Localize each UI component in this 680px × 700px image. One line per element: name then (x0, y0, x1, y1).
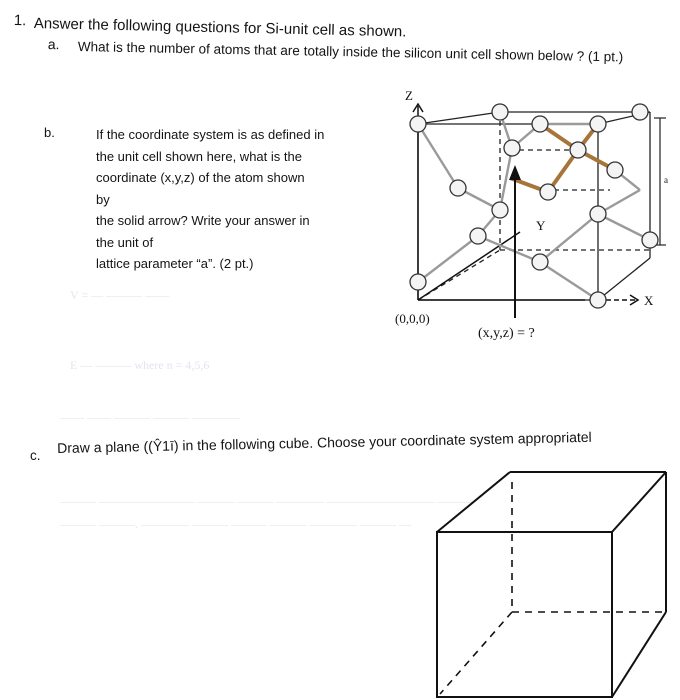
bleed-through-text: ——— ———————— ——— ——— ———— ————————— ——— (60, 494, 474, 508)
bleed-through-text: E — ——— where n = 4,5,6 (70, 358, 210, 372)
z-axis-label: Z (405, 88, 413, 103)
x-axis-label: X (644, 293, 654, 308)
part-b-line: coordinate (x,y,z) of the atom shown (96, 170, 305, 185)
part-a-text: What is the number of atoms that are totally inside the silicon unit cell shown below ? (1 pt.) (77, 38, 624, 65)
question-title: Answer the following questions for Si-unit cell as shown. (33, 15, 407, 41)
y-axis-label: Y (536, 218, 546, 233)
part-b-line: the unit of (96, 234, 154, 250)
part-a-label: a. (47, 36, 60, 53)
bleed-through-text: ——— ———. ———— ——— ——— ——— ———— ——— — (60, 517, 411, 531)
coordinate-question: (x,y,z) = ? (478, 326, 535, 341)
part-b-label: b. (44, 125, 55, 140)
part-b-line: by (96, 191, 110, 207)
cube-front-face (437, 532, 612, 697)
cube-edge (437, 472, 510, 532)
cube-hidden-edges (440, 482, 666, 694)
part-c-label: c. (30, 448, 41, 463)
part-c-text: Draw a plane ((Ŷ1ī) in the following cube. Choose your coordinate system appropriatel (57, 428, 592, 456)
question-number: 1. (13, 12, 27, 30)
part-b-line: the unit cell shown here, what is the (96, 148, 302, 164)
part-b-line: the solid arrow? Write your answer in (96, 213, 310, 228)
cube-edge (612, 472, 666, 532)
bleed-through-text: V = — ——— —— (70, 288, 170, 302)
edge-length-label: a (664, 175, 668, 185)
bleed-through-text: —— —— ——— ——— ———— (60, 410, 240, 424)
cube-edge (612, 612, 666, 697)
part-b-line: lattice parameter “a”. (2 pt.) (96, 256, 254, 271)
origin-label: (0,0,0) (395, 311, 430, 326)
part-b-line: If the coordinate system is as defined in (96, 127, 325, 142)
